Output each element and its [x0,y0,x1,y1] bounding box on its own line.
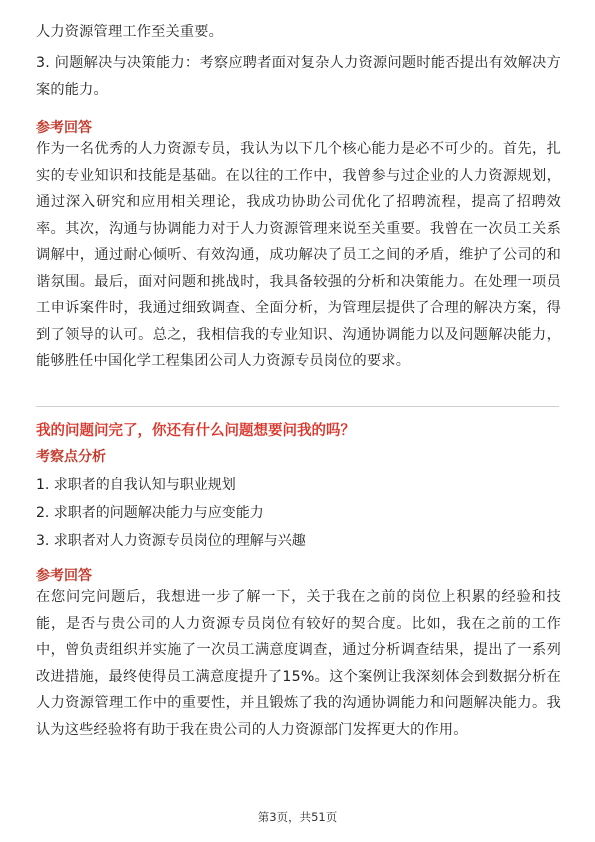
analysis-label: 考察点分析 [36,449,106,465]
interview-question: 我的问题问完了，你还有什么问题想要问我的吗？ [36,423,355,439]
analysis-item-1: 1. 求职者的自我认知与职业规划 [36,477,236,493]
reference-answer-text-1: 作为一名优秀的人力资源专员，我认为以下几个核心能力是必不可少的。首先，扎实的专业知识和技能是基础。在以往的工作中，我曾参与过企业的人力资源规划，通过深入研究和应用相关理论，我成功协助公司优化了招聘流程，提高了招聘效率。其次，沟通与协调能力对于人力资源管理来说至关重要。我曾在一次员工关系调解中，通过耐心倾听、有效沟通，成功解决了员工之间的矛盾，维护了公司的和谐氛围。最后，面对问题和挑战时，我具备较强的分析和决策能力。在处理一项员工申诉案件时，我通过细致调查、全面分析，为管理层提供了合理的解决方案，得到了领导的认可。总之，我相信我的专业知识、沟通协调能力以及问题解决能力，能够胜任中国化学工程集团公司人力资源专员岗位的要求。 [36,141,561,369]
analysis-item-3-prev: 3. 问题解决与决策能力：考察应聘者面对复杂人力资源问题时能否提出有效解决方案的能力。 [36,55,561,98]
page-number-footer: 第3页，共51页 [257,810,338,824]
analysis-item-2: 2. 求职者的问题解决能力与应变能力 [36,505,264,521]
reference-answer-label-1: 参考回答 [36,120,92,136]
section-divider [36,406,559,407]
paragraph-continuation: 人力资源管理工作至关重要。 [36,24,224,40]
reference-answer-text-2: 在您问完问题后，我想进一步了解一下，关于我在之前的岗位上积累的经验和技能，是否与贵公司的人力资源专员岗位有较好的契合度。比如，我在之前的工作中，曾负责组织并实施了一次员工满意度调查，通过分析调查结果，提出了一系列改进措施，最终使得员工满意度提升了15%。这个案例让我深刻体会到数据分析在人力资源管理工作中的重要性，并且锻炼了我的沟通协调能力和问题解决能力。我认为这些经验将有助于我在贵公司的人力资源部门发挥更大的作用。 [36,589,561,738]
analysis-item-3: 3. 求职者对人力资源专员岗位的理解与兴趣 [36,533,306,549]
reference-answer-label-2: 参考回答 [36,568,92,584]
